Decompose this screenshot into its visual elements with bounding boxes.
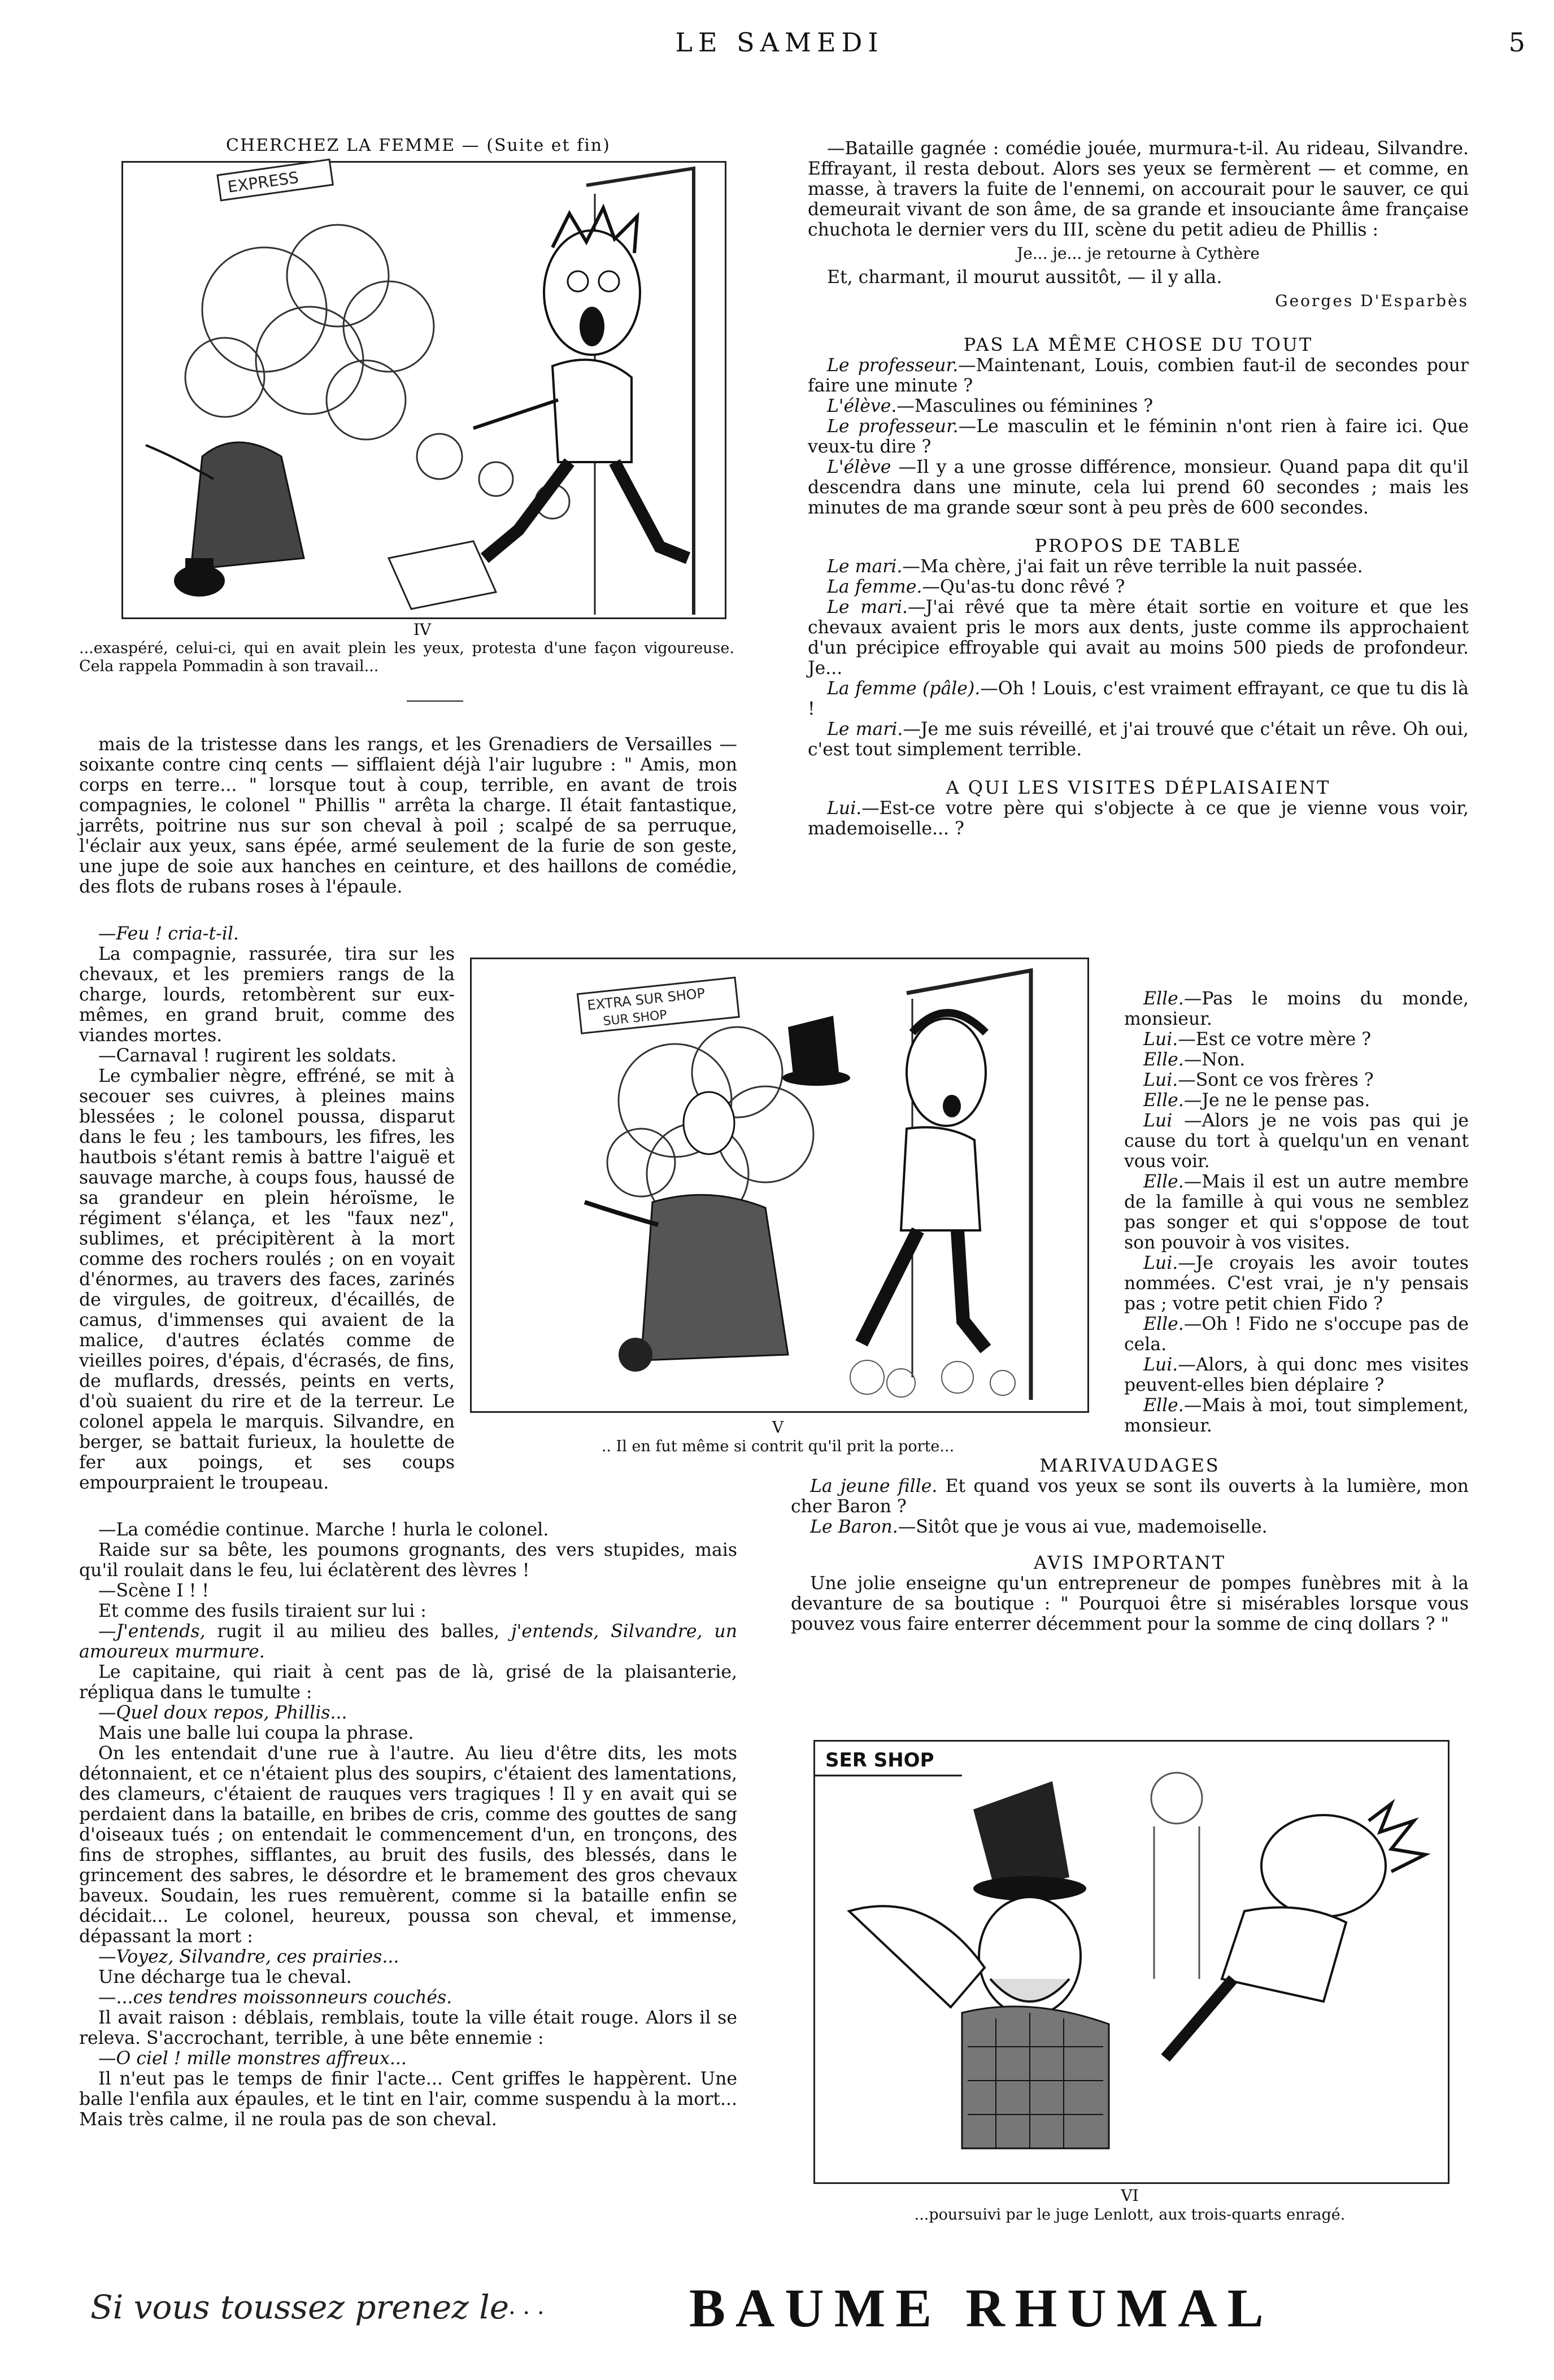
paragraph: Raide sur sa bête, les poumons grognants, des vers stupides, mais qu'il roulait dans le feu, lui éclatèrent des lèvres ! bbox=[79, 1540, 737, 1581]
dialogue-line bbox=[1124, 1070, 1469, 1090]
quote-text: —J'entends, bbox=[98, 1621, 206, 1642]
paragraph: —La comédie continue. Marche ! hurla le colonel. bbox=[98, 1520, 549, 1540]
right-narrow-column bbox=[1124, 989, 1469, 1436]
speaker: La femme. bbox=[827, 577, 922, 597]
illo5-sign-2: SUR SHOP bbox=[602, 1008, 668, 1029]
dialogue-line bbox=[1124, 1253, 1469, 1314]
dialogue-line bbox=[808, 798, 1469, 839]
quote-text: —Voyez, Silvandre, ces prairies... bbox=[98, 1947, 399, 1967]
illo6-sign: SER SHOP bbox=[825, 1749, 934, 1772]
speaker: Lui. bbox=[1143, 1070, 1178, 1090]
speaker: Le professeur. bbox=[827, 355, 959, 376]
paragraph bbox=[79, 1621, 737, 1662]
paragraph bbox=[79, 1987, 737, 2008]
speaker: Le mari. bbox=[827, 556, 903, 577]
line-text: —Alors je ne vois pas qui je cause du tort à quelqu'un en venant vous voir. bbox=[1124, 1111, 1469, 1172]
speaker: Le mari. bbox=[827, 719, 903, 739]
heading-marivaudages: MARIVAUDAGES bbox=[1039, 1455, 1220, 1476]
illustration-v-drawing bbox=[472, 959, 1087, 1411]
line-text: Et quand vos yeux se sont ils ouverts à la lumière, mon cher Baron ? bbox=[791, 1476, 1469, 1517]
left-narrow-column bbox=[79, 924, 455, 1493]
right-column-top bbox=[808, 138, 1469, 839]
paragraph: —Bataille gagnée : comédie jouée, murmura-t-il. Au rideau, Silvandre. Effrayant, il resta debout. Alors ses yeux se fermèrent — et comme, en masse, à travers la fuite de l'ennemi, on accourait pour le sauver, ce qui demeurait vivant de son âme, de sa grande et insouciante âme française chuchota le dernier vers du III, scène du petit adieu de Phillis : bbox=[808, 138, 1469, 240]
dialogue-line bbox=[1124, 1314, 1469, 1355]
dialogue-line bbox=[791, 1517, 1469, 1537]
speaker: Le Baron. bbox=[810, 1517, 898, 1537]
right-column-bottom bbox=[791, 1455, 1469, 1634]
speaker: Lui bbox=[1143, 1111, 1173, 1131]
speaker: Lui. bbox=[1143, 1029, 1178, 1050]
paragraph: Et comme des fusils tiraient sur lui : bbox=[98, 1601, 426, 1621]
paragraph bbox=[79, 2048, 737, 2069]
illo6-numeral: VI bbox=[1121, 2186, 1139, 2205]
line-text: —Pas le moins du monde, monsieur. bbox=[1124, 989, 1469, 1029]
quote-text: —O ciel ! mille monstres affreux... bbox=[98, 2048, 407, 2069]
dialogue-line bbox=[808, 577, 1469, 597]
speaker: L'élève bbox=[827, 457, 891, 477]
separator bbox=[407, 700, 463, 702]
speaker: Elle. bbox=[1143, 1395, 1184, 1416]
line-text: —Je ne le pense pas. bbox=[1183, 1090, 1370, 1111]
line-text: —Le masculin et le féminin n'ont rien à faire ici. Que veux-tu dire ? bbox=[808, 416, 1469, 457]
paragraph bbox=[79, 924, 455, 944]
dialogue-line bbox=[1124, 1395, 1469, 1436]
dialogue-line bbox=[1124, 989, 1469, 1029]
paragraph: mais de la tristesse dans les rangs, et les Grenadiers de Versailles — soixante contre cinq cents — sifflaient déjà l'air lugubre : " Amis, mon corps en terre... " lorsque tout à coup, terrible, en avant de trois compagnies, le colonel " Phillis " arrêta la charge. Il était fantastique, jarrêts, poitrine nus sur son cheval à poil ; scalpé de sa perruque, l'éclair aux yeux, sans épée, armé seulement de la furie de son geste, une jupe de soie aux hanches en ceinture, et des haillons de comédie, des flots de rubans roses à l'épaule. bbox=[79, 734, 737, 897]
illo4-caption: ...exaspéré, celui-ci, qui en avait plein les yeux, protesta d'une façon vigoureuse. Cela rappela Pommadin à son travail... bbox=[79, 639, 734, 675]
line-text: —Alors, à qui donc mes visites peuvent-elles bien déplaire ? bbox=[1124, 1355, 1469, 1395]
speaker: Elle. bbox=[1143, 1172, 1184, 1192]
paragraph: Et, charmant, il mourut aussitôt, — il y alla. bbox=[827, 267, 1222, 288]
paragraph: Il avait raison : déblais, remblais, toute la ville était rouge. Alors il se releva. S'accrochant, terrible, à une bête ennemie : bbox=[79, 2008, 737, 2048]
speaker: Lui. bbox=[1143, 1253, 1178, 1273]
illustration-vi bbox=[813, 1740, 1449, 2184]
illustration-iv-drawing bbox=[123, 163, 725, 617]
paragraph: On les entendait d'une rue à l'autre. Au lieu d'être dits, les mots détonnaient, et ce n'étaient plus des soupirs, c'étaient des lamentations, des clameurs, c'étaient de rauques vers tragiques ! Il y en avait qui se perdaient dans la bataille, en bribes de cris, comme des gouttes de sang d'oiseaux tués ; on entendait le commencement d'un, en tronçons, des fins de strophes, sifflantes, au bruit des fusils, des blessés, dans le grincement des sabres, le désordre et le bramement des gros chevaux baveux. Soudain, les rues remuèrent, comme si la bataille enfin se décidait... Le colonel, heureux, poussa son cheval, et immense, dépassant la mort : bbox=[79, 1743, 737, 1947]
paragraph-text: rugit il au milieu des balles, bbox=[205, 1621, 511, 1642]
author-signature: Georges D'Esparbès bbox=[1275, 291, 1469, 310]
line-text: —Oh ! Fido ne s'occupe pas de cela. bbox=[1124, 1314, 1469, 1355]
quote-text: —Quel doux repos, Phillis... bbox=[98, 1703, 347, 1723]
speaker: Elle. bbox=[1143, 1090, 1184, 1111]
line-text: —Masculines ou féminines ? bbox=[896, 396, 1153, 416]
paragraph bbox=[79, 1703, 737, 1723]
illo4-numeral: IV bbox=[413, 620, 432, 639]
paragraph: Mais une balle lui coupa la phrase. bbox=[98, 1723, 414, 1743]
line-text: —Je me suis réveillé, et j'ai trouvé que c'était un rêve. Oh oui, c'est tout simplement terrible. bbox=[808, 719, 1469, 760]
paragraph: Le cymbalier nègre, effréné, se mit à secouer ses cuivres, à pleines mains blessées ; le colonel poussa, disparut dans le feu ; les tambours, les fifres, les hautbois s'étant remis à battre l'aiguë et sauvage marche, à coups fous, haussé de sa grandeur en plein héroïsme, le régiment s'élança, et les "faux nez", sublimes, et précipitèrent à la mort comme des rochers roulés ; on en voyait d'énormes, au travers des faces, zarinés de virgules, de goitreux, d'écaillés, de camus, d'immenses qui avaient de la malice, d'autres éclatés comme de vieilles poires, d'épais, d'écrasés, de fins, de muflards, dressés, peints en verts, d'où suaient du rire et de la terreur. Le colonel appela le marquis. Silvandre, en berger, se battait furieux, la houlette de fer aux poings, et ses coups empourpraient le troupeau. bbox=[79, 1066, 455, 1493]
line-text: —Est-ce votre père qui s'objecte à ce que je vienne vous voir, mademoiselle... ? bbox=[808, 798, 1469, 839]
line-text: —Sitôt que je vous ai vue, mademoiselle. bbox=[898, 1517, 1268, 1537]
speaker: Elle. bbox=[1143, 1314, 1184, 1334]
heading-pas-la-meme-chose: PAS LA MÊME CHOSE DU TOUT bbox=[963, 334, 1313, 355]
line-text: —Maintenant, Louis, combien faut-il de secondes pour faire une minute ? bbox=[808, 355, 1469, 396]
paragraph: Une décharge tua le cheval. bbox=[98, 1967, 352, 1987]
masthead-title: LE SAMEDI bbox=[675, 27, 884, 58]
speaker: La jeune fille. bbox=[810, 1476, 938, 1496]
speaker: Lui. bbox=[1143, 1355, 1178, 1375]
quote-text: —...ces tendres moissonneurs couchés. bbox=[98, 1987, 452, 2008]
dialogue-line bbox=[808, 719, 1469, 760]
line-text: —Mais à moi, tout simplement, monsieur. bbox=[1124, 1395, 1469, 1436]
speaker: Lui. bbox=[827, 798, 862, 819]
footer-ad-dots: . . . bbox=[508, 2294, 545, 2320]
section-title: CHERCHEZ LA FEMME — (Suite et fin) bbox=[226, 136, 611, 155]
line-text: —Mais il est un autre membre de la famille à qui vous ne semblez pas songer et qui s'oppose de tout son pouvoir à vos visites. bbox=[1124, 1172, 1469, 1253]
dialogue-line bbox=[808, 678, 1469, 719]
paragraph: La compagnie, rassurée, tira sur les chevaux, et les premiers rangs de la charge, lourds, retombèrent sur eux-mêmes, en grand bruit, comme des viandes mortes. bbox=[79, 944, 455, 1046]
dialogue-line bbox=[808, 556, 1469, 577]
line-text: —Qu'as-tu donc rêvé ? bbox=[922, 577, 1125, 597]
dialogue-line bbox=[1124, 1355, 1469, 1395]
dialogue-line bbox=[808, 396, 1469, 416]
page-number: 5 bbox=[1508, 27, 1525, 58]
heading-avis-important: AVIS IMPORTANT bbox=[1033, 1552, 1226, 1573]
line-text: —Je croyais les avoir toutes nommées. C'est vrai, je n'y pensais pas ; votre petit chien Fido ? bbox=[1124, 1253, 1469, 1314]
illustration-vi-drawing bbox=[815, 1742, 1448, 2182]
line-text: —Oh ! Louis, c'est vraiment effrayant, ce que tu dis là ! bbox=[808, 678, 1469, 719]
speaker: L'élève. bbox=[827, 396, 897, 416]
illustration-v bbox=[470, 958, 1089, 1413]
speaker: Le professeur. bbox=[827, 416, 959, 437]
line-text: —Il y a une grosse différence, monsieur. Quand papa dit qu'il descendra dans une minute, cela lui prend 60 secondes ; mais les minutes de ma grande sœur sont à peu près de 600 secondes. bbox=[808, 457, 1469, 518]
dialogue-line bbox=[808, 597, 1469, 678]
line-text: —Non. bbox=[1183, 1050, 1246, 1070]
paragraph: Il n'eut pas le temps de finir l'acte... Cent griffes le happèrent. Une balle l'enfila aux épaules, et le tint en l'air, comme suspendu à la mort... Mais très calme, il ne roula pas de son cheval. bbox=[79, 2069, 737, 2130]
footer-ad-product: BAUME RHUMAL bbox=[689, 2278, 1274, 2338]
footer-ad-prefix: Si vous toussez prenez le bbox=[90, 2288, 510, 2326]
line-text: —Est ce votre mère ? bbox=[1178, 1029, 1372, 1050]
illo5-numeral: V bbox=[772, 1418, 784, 1437]
speaker: Elle. bbox=[1143, 1050, 1184, 1070]
left-column-top bbox=[79, 734, 737, 897]
line-text: —Ma chère, j'ai fait un rêve terrible la nuit passée. bbox=[902, 556, 1363, 577]
speaker: Elle. bbox=[1143, 989, 1184, 1009]
quote-text: j'entends, Silvandre, un amoureux murmure. bbox=[79, 1621, 737, 1662]
paragraph: —Scène I ! ! bbox=[98, 1581, 210, 1601]
heading-propos-de-table: PROPOS DE TABLE bbox=[1034, 535, 1242, 556]
verse-line: Je... je... je retourne à Cythère bbox=[1016, 244, 1260, 263]
dialogue-line bbox=[1124, 1111, 1469, 1172]
dialogue-line bbox=[808, 457, 1469, 518]
dialogue-line bbox=[1124, 1050, 1469, 1070]
dialogue-line bbox=[808, 416, 1469, 457]
illo5-sign: EXTRA SUR SHOP bbox=[586, 985, 706, 1013]
line-text: —Sont ce vos frères ? bbox=[1178, 1070, 1374, 1090]
speaker: La femme (pâle). bbox=[827, 678, 981, 699]
illo6-caption: ...poursuivi par le juge Lenlott, aux trois-quarts enragé. bbox=[914, 2206, 1346, 2224]
paragraph: Le capitaine, qui riait à cent pas de là, grisé de la plaisanterie, répliqua dans le tumulte : bbox=[79, 1662, 737, 1703]
heading-visites: A QUI LES VISITES DÉPLAISAIENT bbox=[946, 777, 1331, 798]
dialogue-line bbox=[1124, 1172, 1469, 1253]
dialogue-line bbox=[791, 1476, 1469, 1517]
paragraph: —Carnaval ! rugirent les soldats. bbox=[98, 1046, 397, 1066]
line-text: —J'ai rêvé que ta mère était sortie en voiture et que les chevaux avaient pris le mors aux dents, juste comme ils approchaient d'un précipice effroyable qui avait au moins 500 pieds de profondeur. Je... bbox=[808, 597, 1469, 678]
dialogue-line bbox=[1124, 1029, 1469, 1050]
paragraph: Une jolie enseigne qu'un entrepreneur de pompes funèbres mit à la devanture de sa boutique : " Pourquoi être si misérables lorsque vous pouvez vous faire enterrer décemment pour la somme de cinq dollars ? " bbox=[791, 1573, 1469, 1634]
paragraph-text: —Feu ! cria-t-il. bbox=[98, 924, 239, 944]
paragraph bbox=[79, 1947, 737, 1967]
dialogue-line bbox=[1124, 1090, 1469, 1111]
speaker: Le mari. bbox=[827, 597, 908, 617]
left-column-bottom bbox=[79, 1520, 737, 2130]
illo4-sign: EXPRESS bbox=[226, 168, 300, 197]
illustration-iv bbox=[121, 161, 726, 619]
dialogue-line bbox=[808, 355, 1469, 396]
illo5-caption: .. Il en fut même si contrit qu'il prit la porte... bbox=[601, 1438, 955, 1455]
